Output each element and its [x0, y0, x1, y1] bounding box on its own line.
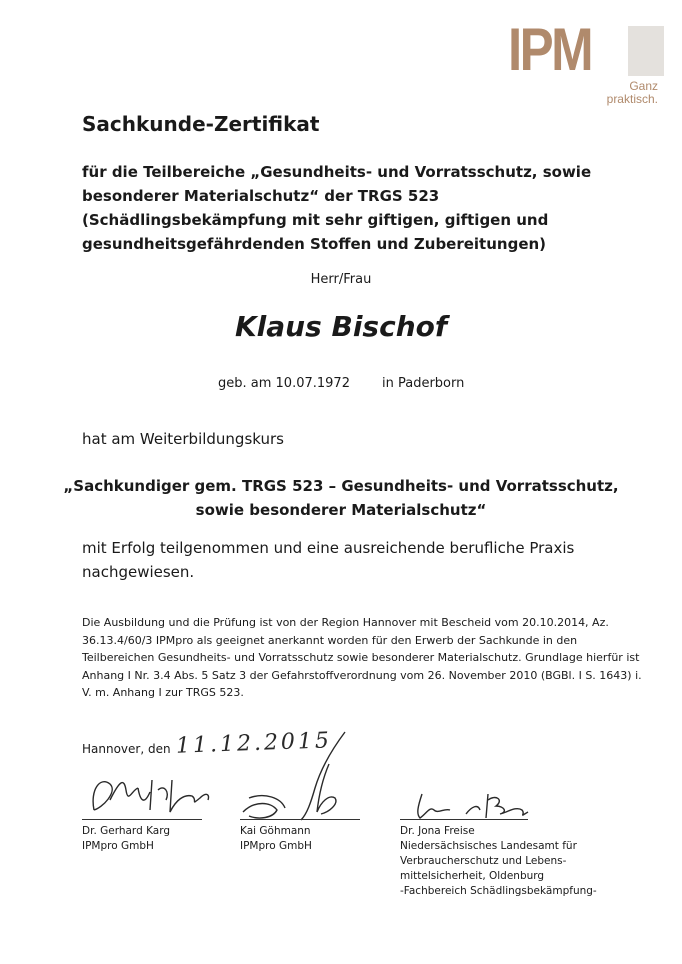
- signature-karg: [80, 770, 220, 825]
- salutation: Herr/Frau: [310, 272, 372, 287]
- course-name: „Sachkundiger gem. TRGS 523 – Gesundheits- und Vorratsschutz, sowie besonderer Materialschutz“: [63, 477, 619, 519]
- ipm-logo: [508, 18, 670, 118]
- signatory-name: Dr. Jona Freise: [400, 825, 475, 837]
- handwritten-date: 11.12.2015: [175, 728, 333, 759]
- logo-graphic: [628, 26, 664, 76]
- signature-line-goehmann: [240, 819, 360, 820]
- signatory-org-line: mittelsicherheit, Oldenburg: [400, 870, 545, 882]
- signature-line-karg: [82, 819, 202, 820]
- signatory-name: Dr. Gerhard Karg: [82, 825, 170, 837]
- signature-line-freise: [400, 819, 528, 820]
- signature-goehmann: [225, 728, 365, 828]
- certificate-title: Sachkunde-Zertifikat: [82, 112, 320, 136]
- signatory-org: IPMpro GmbH: [240, 840, 312, 852]
- place-label: Hannover, den: [82, 742, 171, 756]
- signatory-org-line: -Fachbereich Schädlingsbekämpfung-: [400, 885, 597, 897]
- logo-tagline-line-1: Ganz: [629, 79, 658, 93]
- signatory-org-line: Verbraucherschutz und Lebens-: [400, 855, 567, 867]
- course-intro: hat am Weiterbildungskurs: [82, 430, 284, 448]
- signatory-name: Kai Göhmann: [240, 825, 311, 837]
- signatory-karg: [82, 824, 170, 854]
- signatory-org-line: Niedersächsisches Landesamt für: [400, 840, 577, 852]
- result-statement: mit Erfolg teilgenommen und eine ausreichende berufliche Praxis nachgewiesen.: [82, 539, 575, 581]
- logo-tagline: [607, 80, 658, 106]
- signatory-org: IPMpro GmbH: [82, 840, 154, 852]
- birth-date: geb. am 10.07.1972: [218, 376, 350, 391]
- recipient-name: Klaus Bischof: [234, 310, 448, 343]
- logo-tagline-line-2: praktisch.: [606, 92, 658, 106]
- legal-text: Die Ausbildung und die Prüfung ist von der Region Hannover mit Bescheid vom 20.10.2014, Az. 36.13.4/60/3 IPMpro als geeignet anerkannt worden für den Erwerb der Sachkunde in den Teilbereichen Gesundheits- und Vorratsschutz sowie besonderer Materialschutz. Grundlage hierfür ist Anhang I Nr. 3.4 Abs. 5 Satz 3 der Gefahrstoffverordnung vom 26. November 2010 (BGBl. I S. 1643) i. V. m. Anhang I zur TRGS 523.: [82, 616, 642, 699]
- signatory-goehmann: [240, 824, 312, 854]
- signature-freise: [400, 784, 540, 824]
- logo-mark: IPM: [508, 16, 592, 83]
- certificate-subtitle: für die Teilbereiche „Gesundheits- und Vorratsschutz, sowie besonderer Materialschutz“ der TRGS 523 (Schädlingsbekämpfung mit sehr giftigen, giftigen und gesundheitsgefährdenden Stoffen und Zubereitungen): [82, 163, 592, 253]
- signatory-freise: [400, 824, 597, 899]
- birth-place: in Paderborn: [382, 376, 465, 391]
